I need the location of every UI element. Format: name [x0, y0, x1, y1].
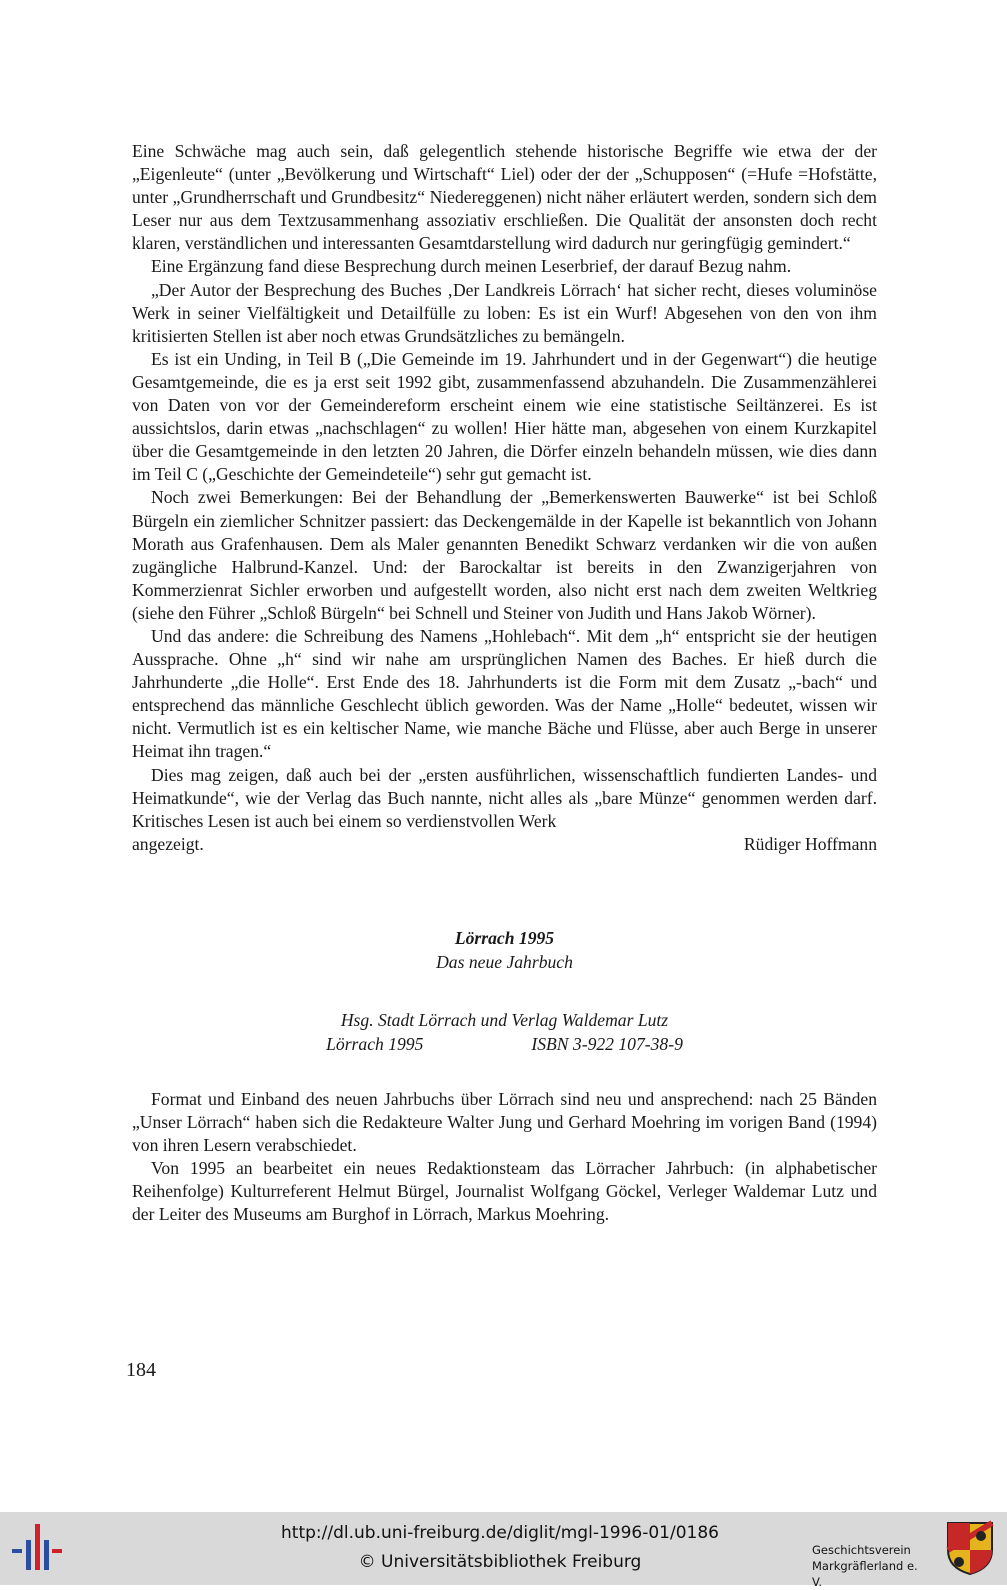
- closing-word: angezeigt.: [132, 833, 204, 854]
- paragraph: Und das andere: die Schreibung des Namens „Hohlebach“. Mit dem „h“ entspricht sie der heutigen Aussprache. Ohne „h“ sind wir nahe am ursprünglichen Namen des Baches. Er hieß durch die Jahrhunderte „die Holle“. Erst Ende des 18. Jahrhunderts ist die Form mit dem Zusatz „-bach“ und entsprechend das männliche Geschlecht üblich geworden. Was der Name „Holle“ bedeutet, wissen wir nicht. Vermutlich ist es ein keltischer Name, wie manche Bäche und Flüsse, aber auch Berge in unserer Heimat ihn tragen.“: [132, 625, 877, 762]
- author-signature: Rüdiger Hoffmann: [743, 833, 877, 854]
- review-subtitle: Das neue Jahrbuch: [436, 951, 573, 972]
- review-editors: Hsg. Stadt Lörrach und Verlag Waldemar Lutz: [340, 1009, 669, 1030]
- page-number: 184: [126, 1359, 156, 1381]
- society-line-1: Geschichtsverein: [812, 1543, 911, 1557]
- paragraph: Dies mag zeigen, daß auch bei der „ersten ausführlichen, wissenschaftlich fundierten Landes- und Heimatkunde“, wie der Verlag das Buch nannte, nicht alles als „bare Münze“ genommen werden darf. Kritisches Lesen ist auch bei einem so verdienstvollen Werk: [132, 764, 877, 831]
- review-place-year: Lörrach 1995: [326, 1033, 424, 1054]
- review-publication-line: [132, 1032, 877, 1056]
- society-name: [812, 1542, 930, 1590]
- permalink-link[interactable]: http://dl.ub.uni-freiburg.de/diglit/mgl-1996-01/0186: [281, 1523, 719, 1543]
- paragraph: „Der Autor der Besprechung des Buches ‚Der Landkreis Lörrach‘ hat sicher recht, dieses voluminöse Werk in seiner Vielfältigkeit und Detailfülle zu loben: Es ist ein Wurf! Abgesehen von den von ihm kritisierten Stellen ist aber noch etwas Grundsätzliches zu bemängeln.: [132, 279, 877, 346]
- paragraph: Eine Ergänzung fand diese Besprechung durch meinen Leserbrief, der darauf Bezug nahm.: [151, 256, 792, 277]
- library-logo-icon: [10, 1522, 62, 1574]
- page-content: [132, 140, 877, 1226]
- paragraph: Noch zwei Bemerkungen: Bei der Behandlung der „Bemerkenswerten Bauwerke“ ist bei Schloß Bürgeln ein ziemlicher Schnitzer passiert: das Deckengemälde in der Kapelle ist bekanntlich von Johann Morath aus Grafenhausen. Dem als Maler genannten Benedikt Schwarz verdanken wir die von außen zugängliche Halbrund-Kanzel. Und: der Barockaltar ist bereits in den Zwanzigerjahren von Kommerzienrat Sichler erworben und aufgestellt worden, also nicht erst nach dem zweiten Weltkrieg (siehe den Führer „Schloß Bürgeln“ bei Schnell und Steiner von Judith und Hans Jakob Wörner).: [132, 487, 877, 623]
- paragraph: Eine Schwäche mag auch sein, daß gelegentlich stehende historische Begriffe wie etwa der der „Eigenleute“ (unter „Bevölkerung und Wirtschaft“ Liel) oder der der „Schupposen“ (=Hufe =Hofstätte, unter „Grundherrschaft und Grundbesitz“ Niedereggenen) nicht näher erläutert werden, sondern sich dem Leser nur aus dem Textzusammenhang assoziativ erschließen. Die Qualität der ansonsten doch recht klaren, verständlichen und interessanten Gesamtdarstellung wird dadurch nur geringfügig gemindert.“: [132, 141, 877, 254]
- review-title: Lörrach 1995: [454, 927, 555, 948]
- society-line-2: Markgräflerland e. V.: [812, 1559, 918, 1589]
- closing-line: [132, 833, 877, 856]
- review-body: [132, 1088, 877, 1227]
- copyright-notice: © Universitätsbibliothek Freiburg: [358, 1552, 642, 1572]
- paragraph: Von 1995 an bearbeitet ein neues Redaktionsteam das Lörracher Jahrbuch: (in alphabetischer Reihenfolge) Kulturreferent Helmut Bürgel, Journalist Wolfgang Göckel, Verleger Waldemar Lutz und der Leiter des Museums am Burghof in Lörrach, Markus Moehring.: [132, 1158, 877, 1225]
- paragraph: Es ist ein Unding, in Teil B („Die Gemeinde im 19. Jahrhundert und in der Gegenwart“) die heutige Gesamtgemeinde, die es ja erst seit 1992 gibt, zusammenfassend abzuhandeln. Die Zusammenzählerei von Daten von vor der Gemeindereform erscheint einem wie eine statistische Seiltänzerei. Es ist aussichtslos, darin etwas „nachschlagen“ zu wollen! Hier hätte man, abgesehen von einem Kurzkapitel über die Gesamtgemeinde in den letzten 20 Jahren, die Dörfer einzeln behandeln müssen, wie dies dann im Teil C („Geschichte der Gemeindeteile“) sehr gut gemacht ist.: [132, 348, 877, 485]
- paragraph: Format und Einband des neuen Jahrbuchs über Lörrach sind neu und ansprechend: nach 25 Bänden „Unser Lörrach“ haben sich die Redakteure Walter Jung und Gerhard Moehring im vorigen Band (1994) von ihren Lesern verabschiedet.: [132, 1088, 877, 1156]
- review-isbn: ISBN 3-922 107-38-9: [531, 1033, 683, 1054]
- coat-of-arms-icon: [945, 1520, 995, 1576]
